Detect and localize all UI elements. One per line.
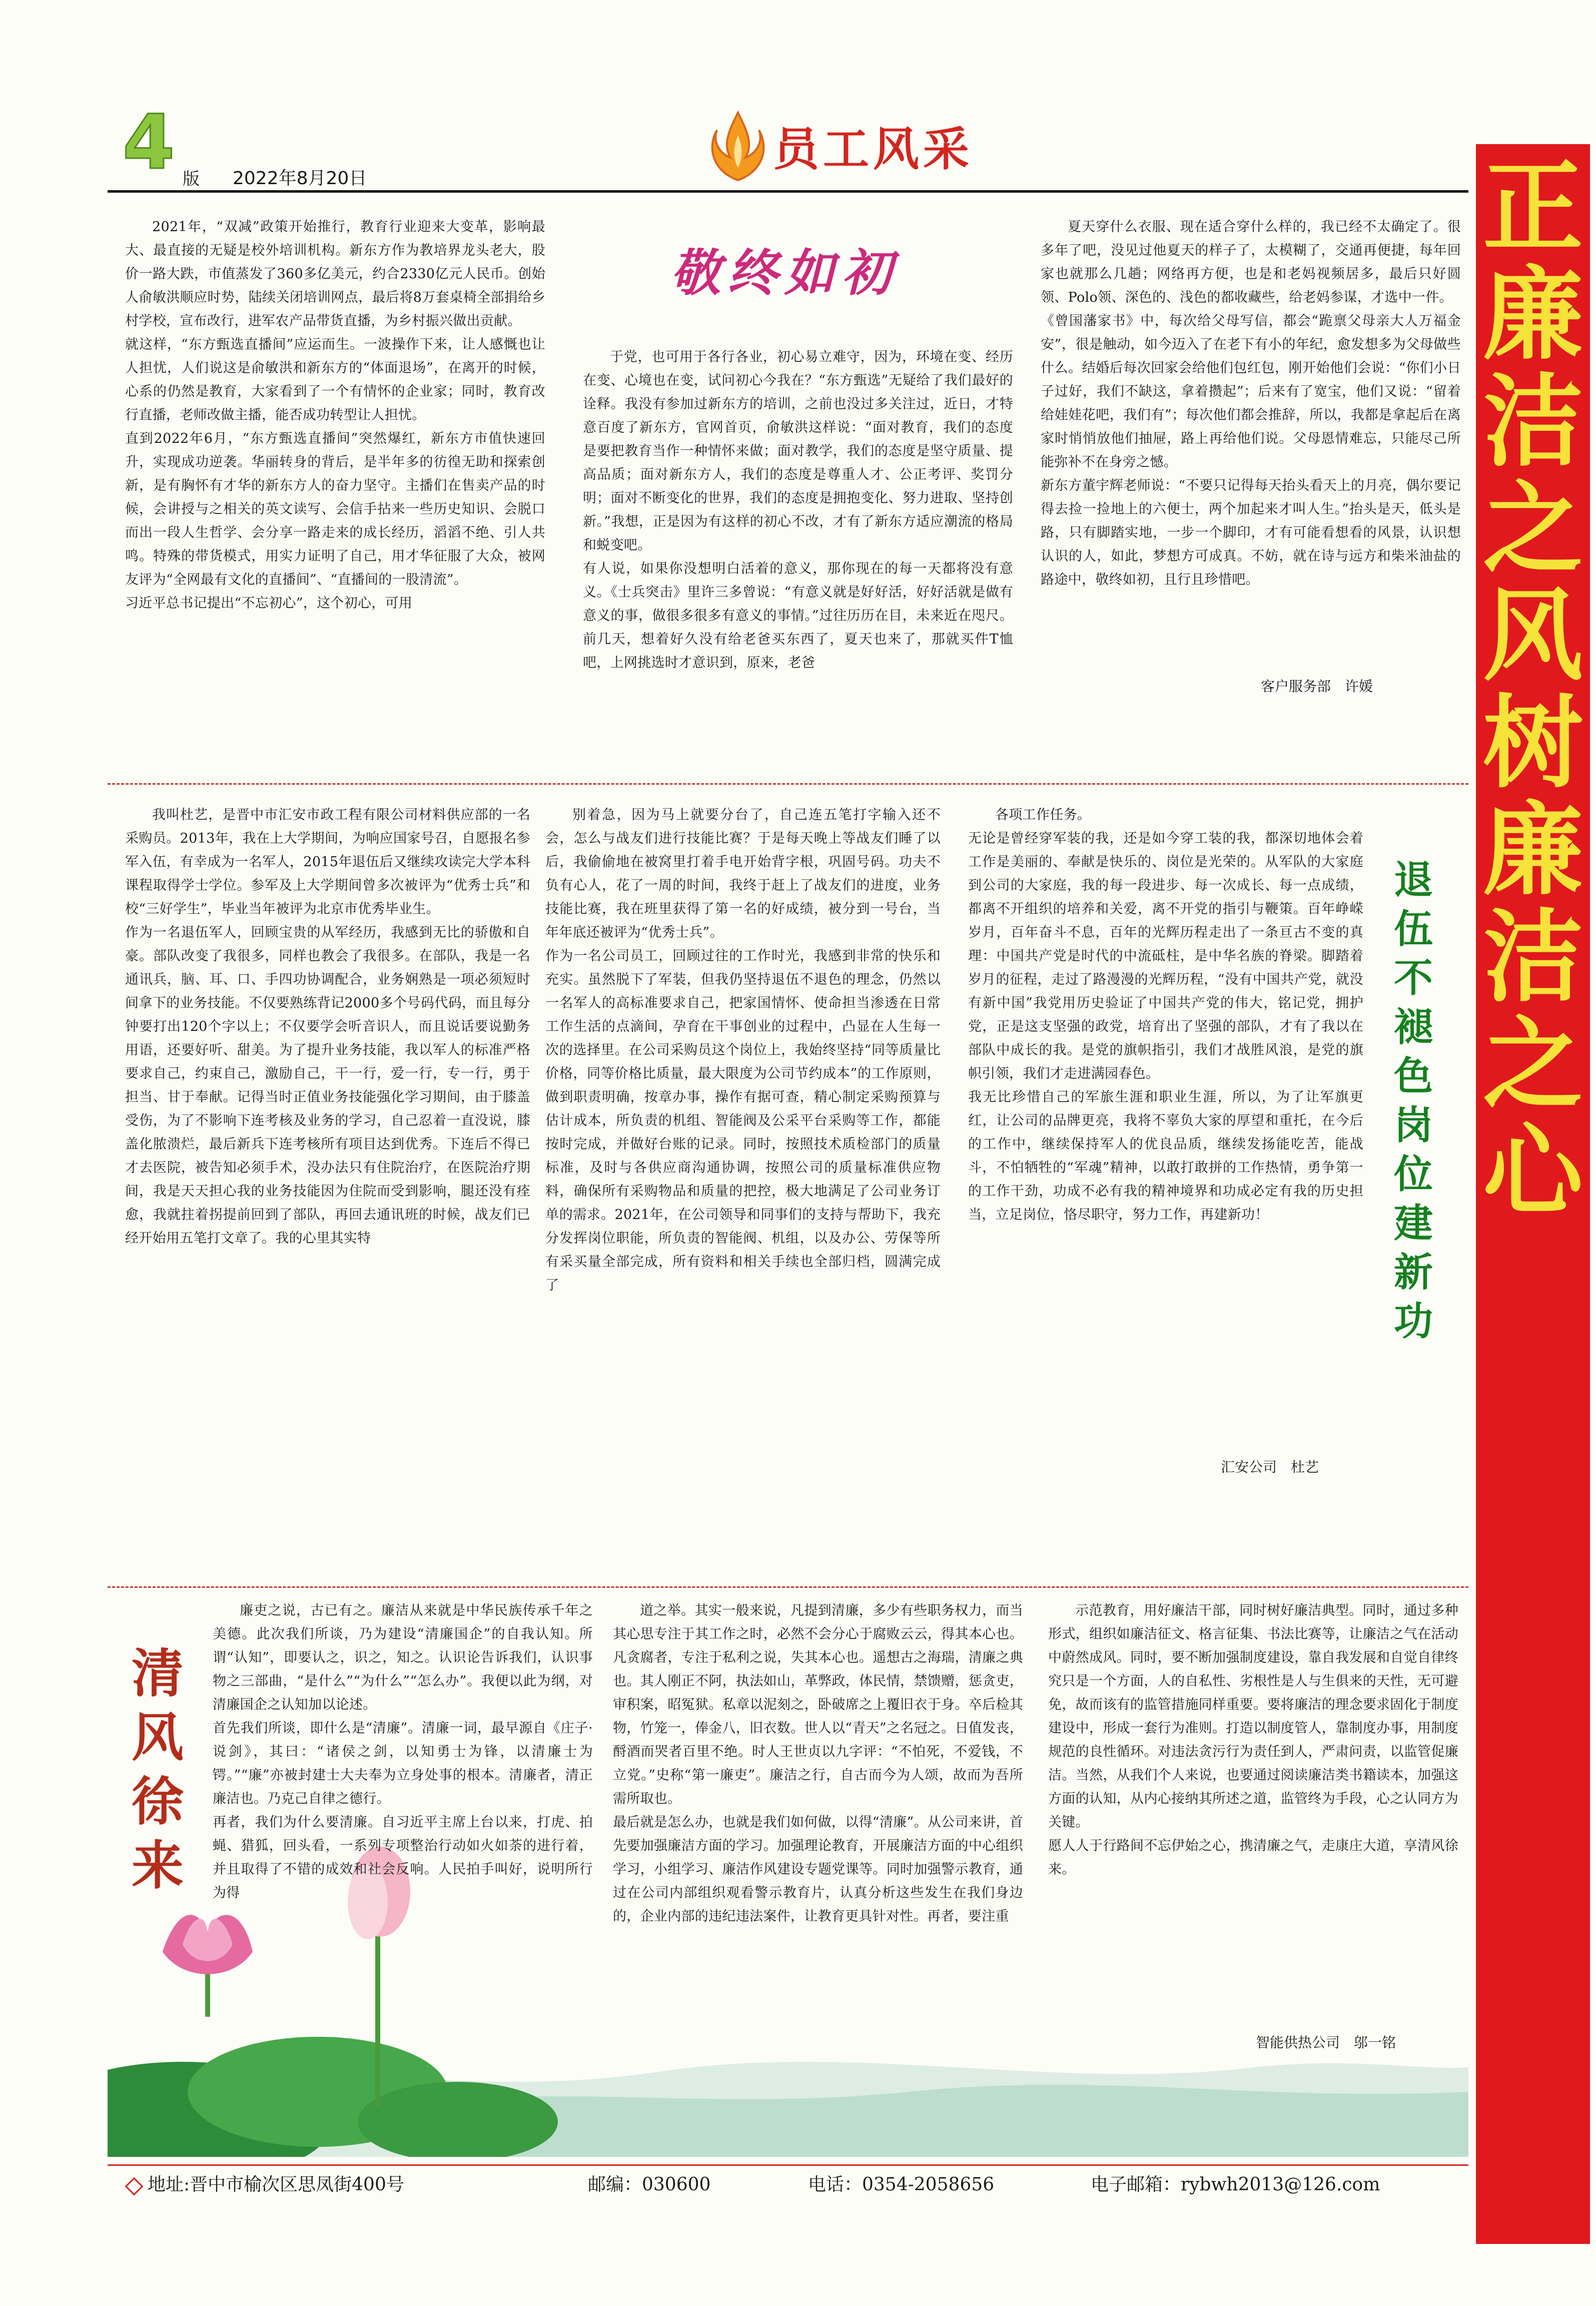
article1-title: 敬终如初 [670,243,899,302]
article1-col2: 于党，也可用于各行各业，初心易立难守，因为，环境在变、经历在变、心境也在变，试问初心今我在？“东方甄选”无疑给了我们最好的诠释。我没有参加过新东方的培训，之前也没过多关注过，近日，才特意百度了新东方，官网首页，俞敏洪这样说：“面对教育，我们的态度是要把教育当作一种情怀来做；面对教学，我们的态度是坚守质量、提高品质；面对新东方人，我们的态度是尊重人才、公正考评、奖罚分明；面对不断变化的世界，我们的态度是拥抱变化、努力进取、坚持创新。”我想，正是因为有这样的初心不改，才有了新东方适应潮流的格局和蜕变吧。 有人说，如果你没想明白活着的意义，那你现在的每一天都将没有意义。《士兵突击》里许三多曾说：“有意义就是好好活，好好活就是做有意义的事，做很多很多有意义的事情。”过往历历在目，未来近在咫尺。前几天，想着好久没有给老爸买东西了，夏天也来了，那就买件T恤吧，上网挑选时才意识到，原来，老爸 [583,349,1013,671]
article2-col1: 我叫杜艺，是晋中市汇安市政工程有限公司材料供应部的一名采购员。2013年，我在上大学期间，为响应国家号召，自愿报名参军入伍，有幸成为一名军人，2015年退伍后又继续攻读完大学本科课程取得学士学位。参军及上大学期间曾多次被评为“优秀士兵”和校“三好学生”，毕业当年被评为北京市优秀毕业生。 作为一名退伍军人，回顾宝贵的从军经历，我感到无比的骄傲和自豪。部队改变了我很多，同样也教会了我很多。在部队，我是一名通讯兵，脑、耳、口、手四功协调配合，业务娴熟是一项必须短时间拿下的业务技能。不仅要熟练背记2000多个号码代码，而且每分钟要打出120个字以上；不仅要学会听音识人，而且说话要说勤务用语，还要好听、甜美。为了提升业务技能，我以军人的标准严格要求自己，约束自己，激励自己，干一行，爱一行，专一行，勇于担当、甘于奉献。记得当时正值业务技能强化学习期间，由于膝盖受伤，为了不影响下连考核及业务的学习，自己忍着一直没说，膝盖化脓溃烂，最后新兵下连考核所有项目达到优秀。下连后不得已才去医院，被告知必须手术，没办法只有住院治疗，在医院治疗期间，我是天天担心我的业务技能因为住院而受到影响，腿还没有痊愈，我就拄着拐提前回到了部队，再回去通讯班的时候，战友们已经开始用五笔打文章了。我的心里其实特 [125,807,530,1246]
side-banner-text: 正廉洁之风 树廉洁之心 [1482,149,1583,1230]
diamond-bullet-icon [125,2177,144,2196]
article1-col3: 夏天穿什么衣服、现在适合穿什么样的，我已经不太确定了。很多年了吧，没见过他夏天的样子了，太模糊了，交通再便捷，每年回家也就那么几趟；网络再方便，也是和老妈视频居多，最后只好圆领、Polo领、深色的、浅色的都收藏些，给老妈参谋，才选中一件。 《曾国藩家书》中，每次给父母写信，都会“跪禀父母亲大人万福金安”，很是触动，如今迈入了在老下有小的年纪，愈发想多为父母做些什么。结婚后每次回家会给他们包红包，刚开始他们会说：“你们小日子过好，我们不缺这，拿着攒起”；后来有了宽宝，他们又说：“留着给娃娃花吧，我们有”；每次他们都会推辞，所以，我都是拿起后在离家时悄悄放他们抽屉，路上再给他们说。父母恩情难忘，只能尽己所能弥补不在身旁之憾。 新东方董宇辉老师说：“不要只记得每天抬头看天上的月亮，偶尔要记得去捡一捡地上的六便士，两个加起来才叫人生。”抬头是天，低头是路，只有脚踏实地，一步一个脚印，才有可能看想看的风景，认识想认识的人，如此，梦想方可成真。不妨，就在诗与远方和柴米油盐的路途中，敬终如初，且行且珍惜吧。 [1041,219,1461,588]
article3-col2: 道之举。其实一般来说，凡提到清廉，多少有些职务权力，而当其心思专注于其工作之时，必然不会分心于腐败云云，得其本心也。凡贪腐者，专注于私利之说，失其本心也。遥想古之海瑞，清廉之典也。其人刚正不阿，执法如山，革弊政，体民情，禁馈赠，惩贪吏，审积案，昭冤狱。私章以泥刻之，卧破席之上覆旧衣于身。卒后检其物，竹笼一，俸金八，旧衣数。世人以“青天”之名冠之。日值发丧，酹酒而哭者百里不绝。时人王世贞以九字评：“不怕死，不爱钱，不立党。”史称“第一廉吏”。廉洁之行，自古而今为人颂，故而为吾所需所取也。 最后就是怎么办，也就是我们如何做，以得“清廉”。从公司来讲，首先要加强廉洁方面的学习。加强理论教育，开展廉洁方面的中心组织学习，小组学习、廉洁作风建设专题党课等。同时加强警示教育，通过在公司内部组织观看警示教育片，认真分析这些发生在我们身边的，企业内部的违纪违法案件，让教育更具针对性。再者，要注重 [613,1603,1023,1924]
section-title: 员工风采 [773,122,974,176]
flame-logo-icon [708,110,768,185]
article3-signature: 智能供热公司 邬一铭 [1256,2034,1396,2051]
article2-col3: 各项工作任务。 无论是曾经穿军装的我，还是如今穿工装的我，都深切地体会着工作是美丽的、奉献是快乐的、岗位是光荣的。从军队的大家庭到公司的大家庭，我的每一段进步、每一次成长、每一点成绩，都离不开组织的培养和关爱，离不开党的指引与鞭策。百年峥嵘岁月，百年奋斗不息，百年的光辉历程走出了一条亘古不变的真理：中国共产党是时代的中流砥柱，是中华名族的脊梁。脚踏着岁月的征程，走过了路漫漫的光辉历程，“没有中国共产党，就没有新中国”我党用历史验证了中国共产党的伟大，铭记党，拥护党，正是这支坚强的政党，培育出了坚强的部队，才有了我以在部队中成长的我。是党的旗帜指引，我们才战胜风浪，是党的旗帜引领，我们才走进满园春色。 我无比珍惜自己的军旅生涯和职业生涯，所以，为了让军旗更红，让公司的品牌更亮，我将不辜负大家的厚望和重托，在今后的工作中，继续保持军人的优良品质，继续发扬能吃苦，能战斗，不怕牺牲的“军魂”精神，以敢打敢拼的工作热情，勇争第一的工作干劲，功成不必有我的精神境界和功成必定有我的历史担当，立足岗位，恪尽职守，努力工作，再建新功！ [968,807,1363,1223]
divider-2 [108,1586,1468,1588]
article2-col2: 别着急，因为马上就要分台了，自己连五笔打字输入还不会，怎么与战友们进行技能比赛？于是每天晚上等战友们睡了以后，我偷偷地在被窝里打着手电开始背字根，巩固号码。功夫不负有心人，花了一周的时间，我终于赶上了战友们的进度，业务技能比赛，我在班里获得了第一名的好成绩，被分到一号台，当年年底还被评为“优秀士兵”。 作为一名公司员工，回顾过往的工作时光，我感到非常的快乐和充实。虽然脱下了军装，但我仍坚持退伍不退色的理念，仍然以一名军人的高标准要求自己，把家国情怀、使命担当渗透在日常工作生活的点滴间，孕育在干事创业的过程中，凸显在人生每一次的选择里。在公司采购员这个岗位上，我始终坚持“同等质量比价格，同等价格比质量，最大限度为公司节约成本”的工作原则，做到职责明确，按章办事，操作有据可查，精心制定采购预算与估计成本，所负责的机组、智能阀及公采平台采购等工作，都能按时完成，并做好台账的记录。同时，按照技术质检部门的质量标准，及时与各供应商沟通协调，按照公司的质量标准供应物料，确保所有采购物品和质量的把控，极大地满足了公司业务订单的需求。2021年，在公司领导和同事们的支持与帮助下，我充分发挥岗位职能，所负责的智能阀、机组，以及办公、劳保等所有采买量全部完成，所有资料和相关手续也全部归档，圆满完成了 [545,807,941,1293]
header-rule [108,190,1468,193]
masthead [108,99,1468,195]
footer [108,2164,1468,2206]
divider-1 [108,783,1468,785]
issue-date: 2022年8月20日 [233,168,367,189]
footer-postcode: 邮编：030600 [588,2174,711,2195]
page-unit: 版 [183,169,200,189]
article2-signature: 汇安公司 杜艺 [1221,1459,1319,1475]
article3-title: 清风徐来 [131,1642,184,1896]
footer-address: 地址:晋中市榆次区思凤街400号 [148,2174,404,2195]
article1-col1: 2021年，“双减”政策开始推行，教育行业迎来大变革，影响最大、最直接的无疑是校外培训机构。新东方作为教培界龙头老大，股价一路大跌，市值蒸发了360多亿美元，约合2330亿元人民币。创始人俞敏洪顺应时势，陆续关闭培训网点，最后将8万套桌椅全部捐给乡村学校，宣布改行，进军农产品带货直播，为乡村振兴做出贡献。 就这样，“东方甄选直播间”应运而生。一波操作下来，让人感慨也让人担忧，人们说这是俞敏洪和新东方的“体面退场”，在离开的时候，心系的仍然是教育，大家看到了一个有情怀的企业家；同时，教育改行直播，老师改做主播，能否成功转型让人担忧。 直到2022年6月，“东方甄选直播间”突然爆红，新东方市值快速回升，实现成功逆袭。华丽转身的背后，是半年多的彷徨无助和探索创新，是有胸怀有才华的新东方人的奋力坚守。主播们在售卖产品的时候，会讲授与之相关的英文读写、会信手拈来一些历史知识、会脱口而出一段人生哲学、会分享一路走来的成长经历，滔滔不绝、引人共鸣。特殊的带货模式，用实力证明了自己，用才华征服了大众，被网友评为“全网最有文化的直播间”、“直播间的一股清流”。 习近平总书记提出“不忘初心”，这个初心，可用 [125,219,545,611]
article1-signature: 客户服务部 许媛 [1261,678,1373,695]
page-number: 4 [123,99,175,186]
footer-email: 电子邮箱：rybwh2013@126.com [1091,2174,1380,2195]
footer-phone: 电话：0354-2058656 [808,2174,995,2195]
article3-col3: 示范教育，用好廉洁干部，同时树好廉洁典型。同时，通过多种形式，组织如廉洁征文、格言征集、书法比赛等，让廉洁之气在活动中蔚然成风。同时，要不断加强制度建设，靠自我发展和自觉自律终究只是一个方面，人的自私性、劣根性是人与生俱来的天性，无可避免，故而该有的监管措施同样重要。要将廉洁的理念要求固化于制度建设中，形成一套行为准则。打造以制度管人，靠制度办事，用制度规范的良性循环。对违法贪污行为责任到人，严肃问责，以监管促廉洁。当然，从我们个人来说，也要通过阅读廉洁类书籍读本，加强这方面的认知，从内心接纳其所述之道，监管终为手段，心之认同方为关键。 愿人人于行路间不忘伊始之心，携清廉之气，走康庄大道，享清风徐来。 [1048,1603,1458,1877]
article2-title: 退伍不褪色 岗位建新功 [1393,858,1433,1344]
article3-col1: 廉吏之说，古已有之。廉洁从来就是中华民族传承千年之美德。此次我们所谈，乃为建设“清廉国企”的自我认知。所谓“认知”，即要认之，识之，知之。认识论告诉我们，认识事物之三部曲，“是什么”“为什么”“怎么办”。我便以此为纲，对清廉国企之认知加以论述。 首先我们所谈，即什么是“清廉”。清廉一词，最早源自《庄子·说剑》，其曰：“诸侯之剑，以知勇士为锋，以清廉士为锷。”“廉”亦被封建士大夫奉为立身处事的根本。清廉者，清正廉洁也。乃克己自律之德行。 再者，我们为什么要清廉。自习近平主席上台以来，打虎、拍蝇、猎狐，回头看，一系列专项整治行动如火如荼的进行着，并且取得了不错的成效和社会反响。人民拍手叫好，说明所行为得 [213,1603,593,1901]
side-banner [1476,144,1590,2244]
